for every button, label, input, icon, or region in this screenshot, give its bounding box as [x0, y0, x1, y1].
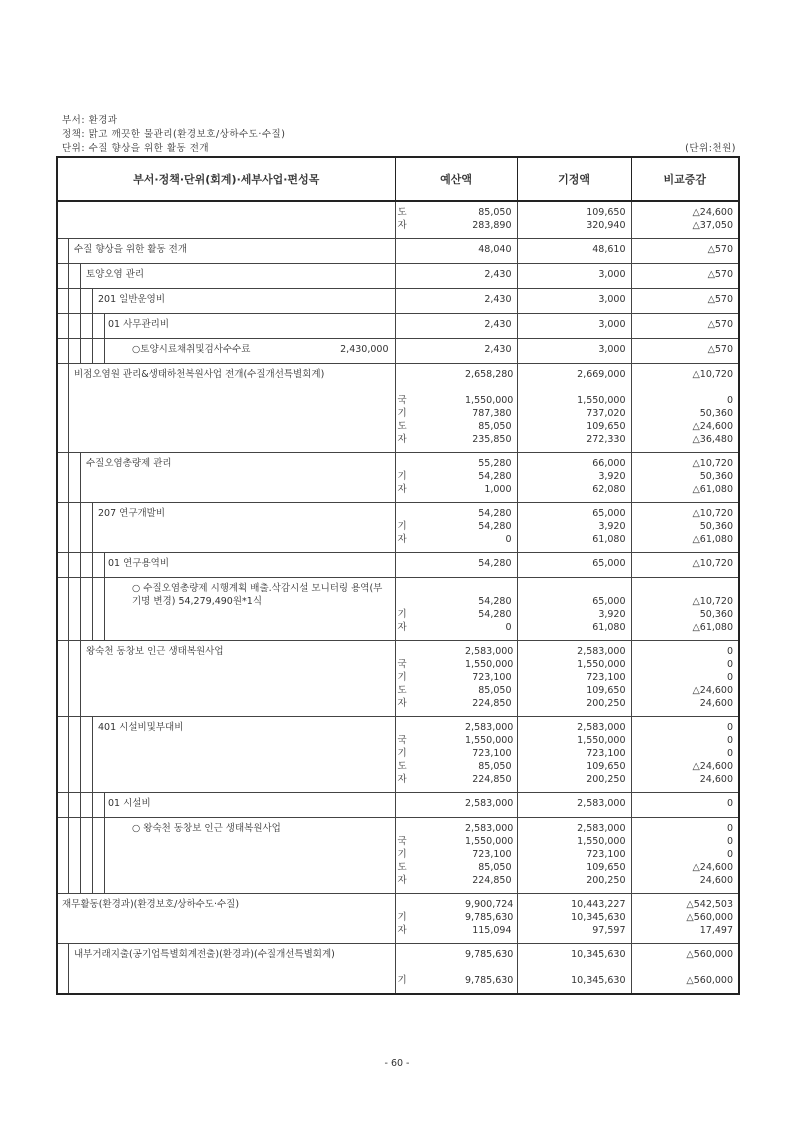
prev-amount: 200,250 [586, 875, 626, 886]
diff-amount: 17,497 [699, 925, 734, 936]
page-number: - 60 - [384, 1058, 410, 1069]
tree-line [68, 314, 69, 338]
budget-amount: 85,050 [478, 421, 512, 432]
budget-amount: 2,430 [484, 269, 512, 280]
prev-amount: 2,583,000 [577, 722, 626, 733]
funding-source [396, 243, 466, 256]
budget-amount: 1,550,000 [465, 659, 514, 670]
prev-amount: 723,100 [586, 748, 626, 759]
diff-amount: △10,720 [692, 596, 734, 607]
tree-line [80, 818, 81, 893]
tree-line [80, 717, 81, 792]
funding-source [396, 293, 466, 306]
diff-amount: △61,080 [692, 622, 734, 633]
prev-amount: 62,080 [592, 484, 626, 495]
prev-amount: 10,345,630 [571, 912, 626, 923]
funding-source [396, 797, 466, 810]
prev-amount: 10,345,630 [571, 975, 626, 986]
prev-amount: 2,583,000 [577, 646, 626, 657]
prev-amount: 65,000 [592, 508, 626, 519]
diff-amount: 50,360 [699, 521, 734, 532]
prev-amount: 3,000 [598, 319, 626, 330]
budget-amount: 2,583,000 [465, 646, 514, 657]
funding-source: 자 [397, 622, 407, 633]
table-row [57, 264, 739, 289]
funding-source: 도 [397, 761, 407, 772]
table-row [57, 717, 739, 793]
prev-amount: 3,920 [598, 521, 626, 532]
prev-amount: 65,000 [592, 596, 626, 607]
funding-source [396, 645, 466, 658]
row-label: 내부거래지출(공기업특별회계전출)(환경과)(수질개선특별회계) [74, 949, 335, 960]
table-row [57, 364, 739, 453]
diff-amount: 0 [726, 823, 734, 834]
unit-label: (단위:천원) [685, 143, 736, 154]
budget-amount: 235,850 [472, 434, 512, 445]
funding-source [396, 822, 466, 835]
tree-line [80, 578, 81, 640]
prev-amount: 272,330 [586, 434, 626, 445]
prev-amount: 61,080 [592, 534, 626, 545]
funding-source: 자 [397, 484, 407, 495]
diff-amount: 0 [726, 836, 734, 847]
budget-amount: 1,550,000 [465, 735, 514, 746]
budget-amount: 2,430 [484, 344, 512, 355]
prev-amount: 10,345,630 [571, 949, 626, 960]
tree-line [104, 314, 105, 338]
funding-source: 국 [397, 735, 407, 746]
prev-amount [518, 381, 631, 394]
diff-amount: 0 [726, 395, 734, 406]
table-row [57, 894, 739, 944]
diff-amount: △36,480 [692, 434, 734, 445]
prev-amount: 2,583,000 [577, 798, 626, 809]
diff-amount: 0 [726, 748, 734, 759]
prev-amount: 97,597 [592, 925, 626, 936]
table-row [57, 289, 739, 314]
table-row [57, 578, 739, 641]
table-row [57, 339, 739, 364]
funding-source: 자 [397, 875, 407, 886]
row-label: 201 일반운영비 [98, 294, 166, 305]
budget-amount: 9,785,630 [465, 975, 514, 986]
tree-line [92, 553, 93, 577]
prev-amount: 61,080 [592, 622, 626, 633]
funding-source: 기 [397, 672, 407, 683]
row-label: 01 시설비 [108, 798, 151, 809]
prev-amount: 1,550,000 [577, 836, 626, 847]
table-row [57, 553, 739, 578]
table-row [57, 944, 739, 995]
budget-amount: 2,583,000 [465, 798, 514, 809]
row-label: 왕숙천 동창보 인근 생태복원사업 [86, 646, 224, 657]
prev-amount: 1,550,000 [577, 395, 626, 406]
tree-line [68, 641, 69, 716]
diff-amount: 0 [726, 849, 734, 860]
policy-line: 정책: 맑고 깨끗한 물관리(환경보호/상하수도·수질) [62, 129, 286, 140]
tree-line [68, 944, 69, 993]
tree-line [104, 578, 105, 640]
funding-source [396, 457, 466, 470]
budget-amount: 85,050 [478, 862, 512, 873]
table-row [57, 503, 739, 553]
prev-amount: 723,100 [586, 849, 626, 860]
col-header-name: 부서·정책·단위(회계)·세부사업·편성목 [57, 157, 395, 201]
diff-amount: △10,720 [692, 558, 734, 569]
diff-amount: △570 [707, 269, 734, 280]
table-row [57, 201, 739, 239]
prev-amount: 66,000 [592, 458, 626, 469]
funding-source [396, 381, 466, 394]
diff-amount: △570 [707, 319, 734, 330]
col-header-prev: 기정액 [517, 157, 631, 201]
budget-amount: 1,000 [484, 484, 512, 495]
prev-amount: 109,650 [586, 421, 626, 432]
funding-source [396, 721, 466, 734]
tree-line [80, 289, 81, 313]
prev-amount: 109,650 [586, 685, 626, 696]
funding-source: 국 [397, 395, 407, 406]
tree-line [92, 578, 93, 640]
col-header-diff: 비교증감 [631, 157, 739, 201]
row-label: 수질 향상을 위한 활동 전개 [74, 244, 188, 255]
prev-amount: 3,000 [598, 344, 626, 355]
funding-source: 기 [397, 748, 407, 759]
prev-amount: 200,250 [586, 698, 626, 709]
row-label: ○토양시료채취및검사수수료 [132, 344, 251, 355]
funding-source: 기 [397, 521, 407, 532]
diff-amount: 24,600 [699, 774, 734, 785]
diff-amount: △10,720 [692, 508, 734, 519]
budget-amount: 54,280 [478, 471, 512, 482]
table-row [57, 793, 739, 818]
funding-source: 국 [397, 659, 407, 670]
funding-source: 자 [397, 434, 407, 445]
tree-line [68, 717, 69, 792]
budget-amount: 54,280 [478, 508, 512, 519]
tree-line [68, 578, 69, 640]
prev-amount: 65,000 [592, 558, 626, 569]
diff-amount: 0 [726, 798, 734, 809]
tree-line [80, 503, 81, 552]
row-label-amount: 2,430,000 [340, 344, 389, 355]
prev-amount: 3,920 [598, 471, 626, 482]
diff-amount: 0 [726, 646, 734, 657]
prev-amount: 1,550,000 [577, 735, 626, 746]
budget-amount: 2,583,000 [465, 722, 514, 733]
budget-amount: 224,850 [472, 875, 512, 886]
budget-amount: 9,900,724 [465, 899, 514, 910]
diff-amount: △570 [707, 244, 734, 255]
prev-amount: 737,020 [586, 408, 626, 419]
row-label: 비점오염원 관리&생태하천복원사업 전개(수질개선특별회계) [74, 369, 325, 380]
budget-amount: 723,100 [472, 849, 512, 860]
budget-amount: 85,050 [478, 761, 512, 772]
funding-source [396, 948, 466, 961]
row-label: 재무활동(환경과)(환경보호/상하수도·수질) [62, 899, 240, 910]
prev-amount: 10,443,227 [571, 899, 626, 910]
funding-source: 자 [397, 220, 407, 231]
budget-amount: 85,050 [478, 685, 512, 696]
funding-source [396, 557, 466, 570]
prev-amount: 1,550,000 [577, 659, 626, 670]
diff-amount: 0 [726, 735, 734, 746]
budget-amount: 85,050 [478, 207, 512, 218]
table-row [57, 818, 739, 894]
tree-line [80, 641, 81, 716]
diff-amount: 0 [726, 672, 734, 683]
diff-amount [632, 381, 739, 394]
row-label: 01 연구용역비 [108, 558, 169, 569]
tree-line [68, 553, 69, 577]
funding-source [396, 582, 466, 595]
tree-line [80, 339, 81, 363]
tree-line [80, 453, 81, 502]
budget-amount: 787,380 [472, 408, 512, 419]
budget-amount: 115,094 [472, 925, 512, 936]
funding-source [396, 343, 466, 356]
tree-line [104, 793, 105, 817]
diff-amount: △560,000 [686, 949, 734, 960]
budget-amount: 2,430 [484, 294, 512, 305]
diff-amount: △10,720 [692, 458, 734, 469]
prev-amount: 2,583,000 [577, 823, 626, 834]
budget-amount: 55,280 [478, 458, 512, 469]
row-label: 토양오염 관리 [86, 269, 145, 280]
budget-amount: 48,040 [478, 244, 512, 255]
funding-source: 기 [397, 912, 407, 923]
tree-line [104, 339, 105, 363]
diff-amount: △61,080 [692, 484, 734, 495]
budget-amount: 54,280 [478, 596, 512, 607]
funding-source: 자 [397, 925, 407, 936]
diff-amount: 0 [726, 659, 734, 670]
funding-source [396, 507, 466, 520]
budget-amount: 1,550,000 [465, 395, 514, 406]
tree-line [68, 818, 69, 893]
budget-amount [465, 961, 517, 974]
row-label: 수질오염총량제 관리 [86, 458, 172, 469]
budget-amount: 224,850 [472, 774, 512, 785]
budget-amount [465, 381, 517, 394]
diff-amount [632, 961, 739, 974]
funding-source: 도 [397, 207, 407, 218]
funding-source: 기 [397, 471, 407, 482]
diff-amount: 50,360 [699, 471, 734, 482]
diff-amount: △24,600 [692, 421, 734, 432]
budget-amount: 9,785,630 [465, 949, 514, 960]
funding-source: 도 [397, 421, 407, 432]
budget-amount: 54,280 [478, 558, 512, 569]
diff-amount: 50,360 [699, 408, 734, 419]
funding-source: 기 [397, 408, 407, 419]
funding-source: 기 [397, 975, 407, 986]
budget-amount: 283,890 [472, 220, 512, 231]
budget-amount: 224,850 [472, 698, 512, 709]
row-label: ○ 왕숙천 동창보 인근 생태복원사업 [132, 823, 281, 834]
row-label: 401 시설비및부대비 [98, 722, 184, 733]
prev-amount: 109,650 [586, 207, 626, 218]
tree-line [80, 553, 81, 577]
tree-line [68, 339, 69, 363]
col-header-budget: 예산액 [395, 157, 517, 201]
prev-amount: 109,650 [586, 761, 626, 772]
diff-amount [632, 582, 739, 595]
funding-source [396, 368, 466, 381]
tree-line [92, 339, 93, 363]
tree-line [92, 818, 93, 893]
prev-amount: 3,000 [598, 294, 626, 305]
funding-source: 자 [397, 698, 407, 709]
tree-line [80, 264, 81, 288]
tree-line [68, 453, 69, 502]
table-row [57, 239, 739, 264]
budget-amount: 1,550,000 [465, 836, 514, 847]
funding-source: 기 [397, 609, 407, 620]
table-row [57, 453, 739, 503]
budget-amount: 0 [505, 534, 512, 545]
diff-amount: △61,080 [692, 534, 734, 545]
tree-line [92, 717, 93, 792]
dept-line: 부서: 환경과 [62, 115, 118, 126]
budget-amount: 54,280 [478, 609, 512, 620]
prev-amount: 723,100 [586, 672, 626, 683]
prev-amount [518, 582, 631, 595]
funding-source [396, 595, 466, 608]
prev-amount: 3,000 [598, 269, 626, 280]
diff-amount: △570 [707, 344, 734, 355]
tree-line [92, 314, 93, 338]
budget-amount: 723,100 [472, 748, 512, 759]
tree-line [80, 793, 81, 817]
row-label: ○ 수질오염총량제 시행계획 배출.삭감시설 모니터링 용역(부기명 변경) 54,279,490원*1식 [132, 583, 383, 607]
funding-source: 국 [397, 836, 407, 847]
diff-amount: △10,720 [692, 369, 734, 380]
prev-amount: 320,940 [586, 220, 626, 231]
tree-line [104, 818, 105, 893]
tree-line [92, 289, 93, 313]
funding-source: 기 [397, 849, 407, 860]
budget-table [56, 156, 740, 995]
diff-amount: 50,360 [699, 609, 734, 620]
diff-amount: △570 [707, 294, 734, 305]
funding-source: 도 [397, 685, 407, 696]
budget-amount: 723,100 [472, 672, 512, 683]
unit-activity-line: 단위: 수질 향상을 위한 활동 전개 [62, 143, 210, 154]
diff-amount: △24,600 [692, 862, 734, 873]
budget-amount: 2,583,000 [465, 823, 514, 834]
table-row [57, 314, 739, 339]
funding-source [396, 898, 466, 911]
budget-amount: 2,430 [484, 319, 512, 330]
diff-amount: 0 [726, 722, 734, 733]
prev-amount: 200,250 [586, 774, 626, 785]
diff-amount: △560,000 [686, 912, 734, 923]
diff-amount: △560,000 [686, 975, 734, 986]
tree-line [104, 553, 105, 577]
tree-line [68, 239, 69, 263]
budget-amount: 0 [505, 622, 512, 633]
diff-amount: 24,600 [699, 875, 734, 886]
prev-amount: 2,669,000 [577, 369, 626, 380]
prev-amount: 3,920 [598, 609, 626, 620]
diff-amount: △24,600 [692, 207, 734, 218]
tree-line [68, 503, 69, 552]
prev-amount [518, 961, 631, 974]
funding-source [396, 318, 466, 331]
diff-amount: △24,600 [692, 761, 734, 772]
tree-line [68, 289, 69, 313]
diff-amount: △24,600 [692, 685, 734, 696]
budget-amount: 2,658,280 [465, 369, 514, 380]
funding-source: 도 [397, 862, 407, 873]
tree-line [68, 364, 69, 452]
budget-amount: 9,785,630 [465, 912, 514, 923]
diff-amount: 24,600 [699, 698, 734, 709]
tree-line [80, 314, 81, 338]
budget-amount: 54,280 [478, 521, 512, 532]
funding-source: 자 [397, 774, 407, 785]
funding-source: 자 [397, 534, 407, 545]
funding-source [396, 961, 466, 974]
table-header-row [57, 157, 739, 201]
table-row [57, 641, 739, 717]
funding-source [396, 268, 466, 281]
tree-line [92, 503, 93, 552]
diff-amount: △542,503 [686, 899, 734, 910]
prev-amount: 109,650 [586, 862, 626, 873]
budget-amount [465, 582, 517, 595]
diff-amount: △37,050 [692, 220, 734, 231]
prev-amount: 48,610 [592, 244, 626, 255]
row-label: 207 연구개발비 [98, 508, 166, 519]
tree-line [68, 793, 69, 817]
tree-line [68, 264, 69, 288]
tree-line [92, 793, 93, 817]
row-label: 01 사무관리비 [108, 319, 169, 330]
